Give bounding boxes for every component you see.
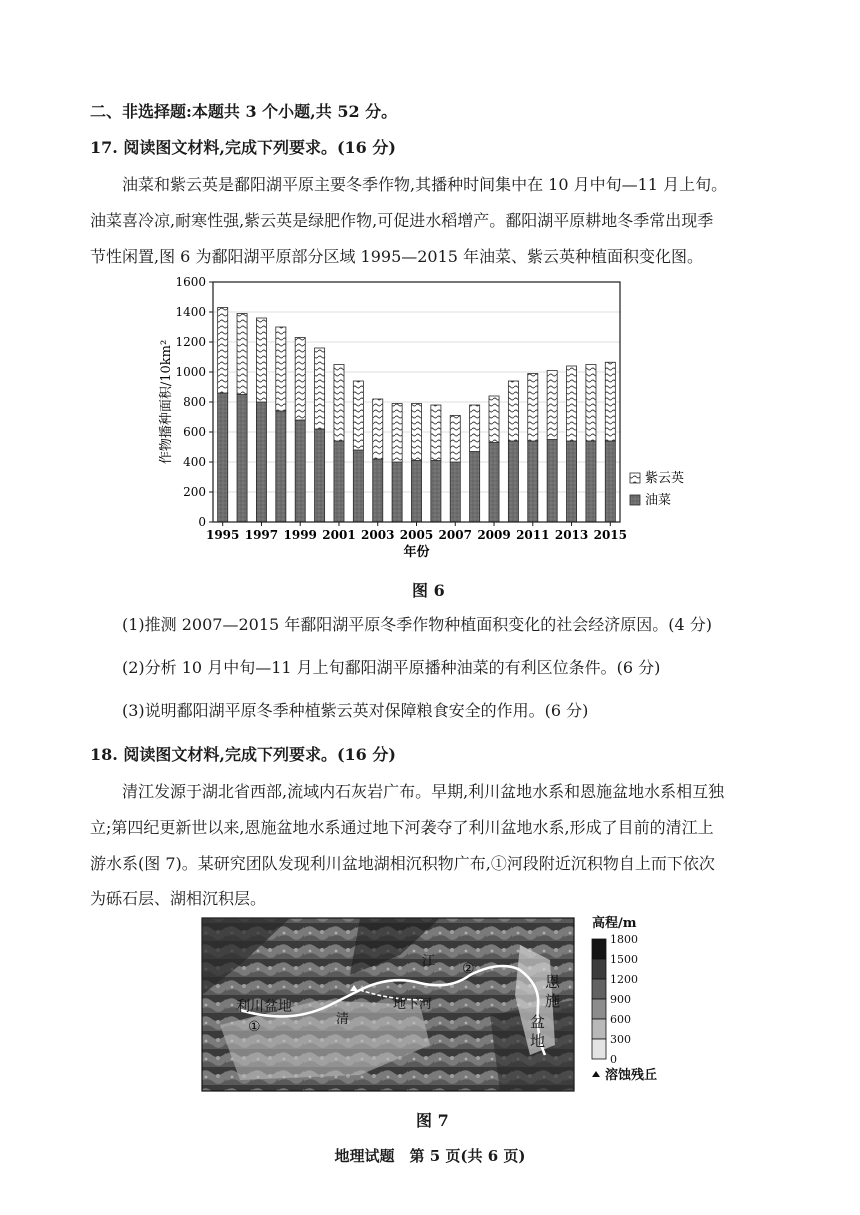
x-tick-label: 1995 xyxy=(205,528,240,542)
x-tick-label: 2015 xyxy=(593,528,628,542)
elevation-legend-tick: 900 xyxy=(610,993,631,1006)
bar-segment-rapeseed xyxy=(508,441,518,522)
x-tick-label: 2011 xyxy=(516,528,550,542)
bar-segment-rapeseed xyxy=(295,420,305,522)
elevation-legend-swatch xyxy=(592,939,606,959)
bar-segment-milkvetch xyxy=(373,399,383,459)
marker-1: ① xyxy=(248,1019,261,1035)
q18-paragraph-line: 清江发源于湖北省西部,流域内石灰岩广布。早期,利川盆地水系和恩施盆地水系相互独 xyxy=(122,782,725,801)
jiang-char-label: 江 xyxy=(422,954,436,969)
elevation-legend-tick: 0 xyxy=(610,1053,617,1066)
y-tick-label: 0 xyxy=(198,515,206,529)
y-tick-label: 1400 xyxy=(175,305,206,319)
x-tick-label: 1999 xyxy=(283,528,317,542)
bar-segment-rapeseed xyxy=(353,450,363,522)
x-tick-label: 2001 xyxy=(322,528,356,542)
q17-paragraph-line: 油菜和紫云英是鄱阳湖平原主要冬季作物,其播种时间集中在 10 月中旬—11 月上旬。 xyxy=(122,175,728,194)
q18-paragraph-line: 游水系(图 7)。某研究团队发现利川盆地湖相沉积物广布,①河段附近沉积物自上而下依次 xyxy=(90,854,715,873)
elevation-legend-swatch xyxy=(592,959,606,979)
bar-segment-rapeseed xyxy=(450,462,460,522)
bar-segment-milkvetch xyxy=(489,396,499,443)
q17-sub-question: (1)推测 2007—2015 年鄱阳湖平原冬季作物种植面积变化的社会经济原因。(4 分) xyxy=(122,615,713,634)
x-tick-label: 2005 xyxy=(399,528,434,542)
y-tick-label: 600 xyxy=(183,425,206,439)
marker-2: ② xyxy=(462,961,475,977)
elevation-legend-tick: 1500 xyxy=(610,953,638,966)
q17-sub-question: (3)说明鄱阳湖平原冬季种植紫云英对保障粮食安全的作用。(6 分) xyxy=(122,701,589,720)
q18-title: 18. 阅读图文材料,完成下列要求。(16 分) xyxy=(90,745,396,764)
elevation-legend-tick: 1800 xyxy=(610,933,638,946)
q17-paragraph-line: 油菜喜冷凉,耐寒性强,紫云英是绿肥作物,可促进水稻增产。鄱阳湖平原耕地冬季常出现季 xyxy=(90,211,714,230)
legend-label: 油菜 xyxy=(645,493,672,508)
figure-7-caption: 图 7 xyxy=(416,1111,449,1130)
bar-segment-milkvetch xyxy=(218,308,228,394)
bar-segment-rapeseed xyxy=(528,441,538,522)
elevation-legend-tick: 300 xyxy=(610,1033,631,1046)
bar-segment-milkvetch xyxy=(392,404,402,463)
x-tick-label: 1997 xyxy=(244,528,279,542)
chart-legend xyxy=(630,470,684,508)
elevation-legend-swatch xyxy=(592,1039,606,1059)
bar-segment-milkvetch xyxy=(431,405,441,461)
bar-segment-rapeseed xyxy=(547,440,557,523)
bar-segment-rapeseed xyxy=(605,441,615,522)
bar-segment-rapeseed xyxy=(334,441,344,522)
elevation-legend-tick: 600 xyxy=(610,1013,631,1026)
figure-6-caption: 图 6 xyxy=(412,581,445,600)
bar-segment-rapeseed xyxy=(489,443,499,523)
bar-segment-milkvetch xyxy=(528,374,538,442)
figure-6-stacked-bar-chart xyxy=(150,270,685,570)
enshi-basin-label-char: 盆 xyxy=(530,1013,546,1031)
bar-segment-milkvetch xyxy=(567,366,577,441)
bar-segment-rapeseed xyxy=(256,402,266,522)
q18-paragraph-line: 立;第四纪更新世以来,恩施盆地水系通过地下河袭夺了利川盆地水系,形成了目前的清江上 xyxy=(90,818,714,837)
residual-hill-legend-label: 溶蚀残丘 xyxy=(605,1068,658,1083)
lichuan-basin-label: 利川盆地 xyxy=(236,999,292,1015)
bar-segment-rapeseed xyxy=(586,441,596,522)
y-tick-label: 200 xyxy=(183,485,206,499)
legend-swatch xyxy=(630,473,640,483)
bar-segment-rapeseed xyxy=(237,395,247,523)
x-axis-label: 年份 xyxy=(403,545,430,560)
figure-7-elevation-map xyxy=(200,905,680,1095)
qing-char-label: 清 xyxy=(336,1012,350,1027)
legend-label: 紫云英 xyxy=(645,471,685,486)
y-tick-label: 1200 xyxy=(175,335,206,349)
bar-segment-milkvetch xyxy=(334,365,344,442)
page-footer: 地理试题 第 5 页(共 6 页) xyxy=(334,1147,526,1165)
y-tick-label: 1600 xyxy=(175,275,206,289)
bar-segment-milkvetch xyxy=(547,371,557,440)
elevation-legend-swatch xyxy=(592,979,606,999)
bar-segment-rapeseed xyxy=(315,429,325,522)
bar-segment-milkvetch xyxy=(256,318,266,402)
bar-segment-rapeseed xyxy=(567,441,577,522)
enshi-basin-label-char: 恩 xyxy=(545,973,561,991)
bar-segment-rapeseed xyxy=(392,462,402,522)
elevation-legend-title: 高程/m xyxy=(592,916,637,931)
bar-segment-rapeseed xyxy=(411,461,421,523)
bar-segment-rapeseed xyxy=(218,393,228,522)
bar-segment-rapeseed xyxy=(431,461,441,523)
bar-segment-milkvetch xyxy=(450,416,460,463)
bar-segment-milkvetch xyxy=(237,314,247,395)
x-tick-label: 2003 xyxy=(361,528,395,542)
enshi-basin-label-char: 施 xyxy=(545,992,561,1010)
q17-sub-question: (2)分析 10 月中旬—11 月上旬鄱阳湖平原播种油菜的有利区位条件。(6 分) xyxy=(122,658,661,677)
bar-segment-milkvetch xyxy=(315,348,325,429)
section-heading: 二、非选择题:本题共 3 个小题,共 52 分。 xyxy=(90,102,398,121)
bar-segment-milkvetch xyxy=(605,362,615,441)
y-tick-label: 400 xyxy=(183,455,206,469)
elevation-legend xyxy=(592,933,638,1066)
bar-segment-milkvetch xyxy=(586,365,596,442)
legend-swatch xyxy=(630,495,640,505)
y-axis-label: 作物播种面积/10km² xyxy=(159,339,174,465)
q17-title: 17. 阅读图文材料,完成下列要求。(16 分) xyxy=(90,138,396,157)
x-tick-label: 2013 xyxy=(554,528,589,542)
x-tick-label: 2007 xyxy=(438,528,472,542)
elevation-legend-tick: 1200 xyxy=(610,973,638,986)
underground-river-label: 地下河 xyxy=(393,997,433,1012)
q18-paragraph-line: 为砾石层、湖相沉积层。 xyxy=(90,889,267,908)
x-tick-label: 2009 xyxy=(477,528,511,542)
bar-segment-milkvetch xyxy=(411,404,421,461)
bar-segment-rapeseed xyxy=(373,459,383,522)
bar-segment-milkvetch xyxy=(508,381,518,441)
elevation-legend-swatch xyxy=(592,1019,606,1039)
elevation-legend-swatch xyxy=(592,999,606,1019)
bar-segment-rapeseed xyxy=(276,411,286,522)
residual-hill-legend-icon xyxy=(592,1071,600,1077)
bar-segment-milkvetch xyxy=(295,338,305,421)
bar-segment-rapeseed xyxy=(470,452,480,523)
enshi-basin-label-char: 地 xyxy=(530,1032,546,1050)
bar-segment-milkvetch xyxy=(276,327,286,411)
y-tick-label: 1000 xyxy=(175,365,206,379)
q17-paragraph-line: 节性闲置,图 6 为鄱阳湖平原部分区域 1995—2015 年油菜、紫云英种植面积变化图。 xyxy=(90,247,704,266)
bar-segment-milkvetch xyxy=(470,405,480,452)
bar-segment-milkvetch xyxy=(353,381,363,450)
y-tick-label: 800 xyxy=(183,395,206,409)
